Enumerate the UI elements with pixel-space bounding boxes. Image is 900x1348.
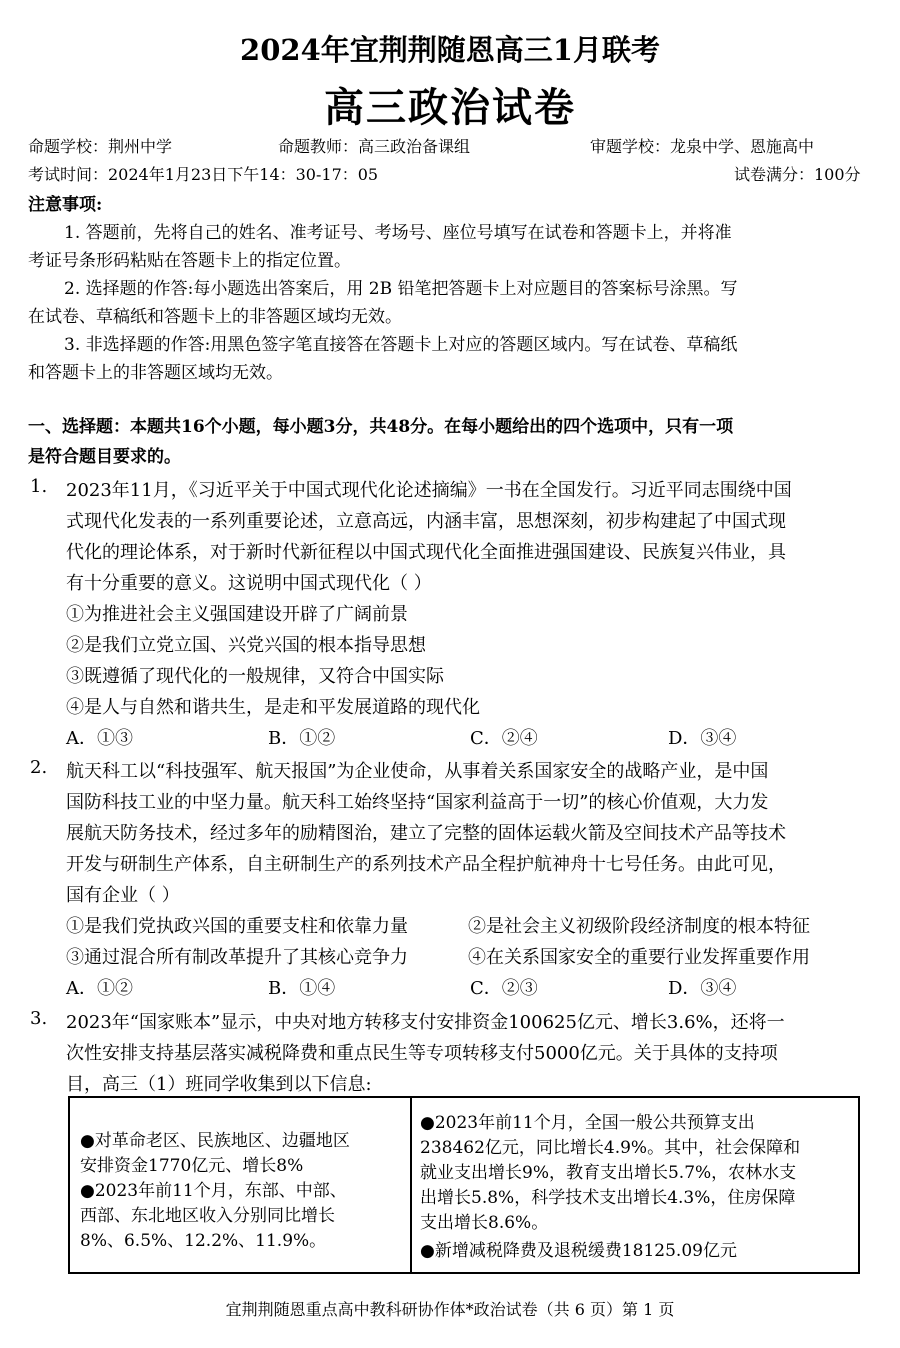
question-text: 2023年11月，《习近平关于中国式现代化论述摘编》一书在全国发行。习近平同志围绕中国 [66,480,792,501]
table-cell-left: ●对革命老区、民族地区、边疆地区 [80,1131,350,1151]
table-cell-right: ●2023年前11个月，全国一般公共预算支出 [420,1113,755,1133]
question-text: 开发与研制生产体系，自主研制生产的系列技术产品全程护航神舟十七号任务。由此可见， [66,854,786,875]
question-text: 次性安排支持基层落实减税降费和重点民生等专项转移支付5000亿元。关于具体的支持项 [66,1043,778,1064]
section-heading-cont: 是符合题目要求的。 [28,447,181,467]
paper-title: 高三政治试卷 [324,84,576,131]
table-cell-left: 安排资金1770亿元、增长8% [80,1156,304,1176]
question-text: 2023年“国家账本”显示，中央对地方转移支付安排资金100625亿元、增长3.6%，还将一 [66,1012,785,1033]
statement-item: ①为推进社会主义强国建设开辟了广阔前景 [66,604,408,625]
answer-option-d: D．③④ [668,728,737,749]
table-cell-right: 支出增长8.6%。 [420,1213,549,1233]
meta-review: 审题学校：龙泉中学、恩施高中 [590,137,815,156]
question-text: 目，高三（1）班同学收集到以下信息: [66,1074,372,1095]
statement-item: ③既遵循了现代化的一般规律，又符合中国实际 [66,666,444,687]
note-line: 1. 答题前，先将自己的姓名、准考证号、考场号、座位号填写在试卷和答题卡上，并将准 [64,223,732,243]
table-cell-right: 就业支出增长9%，教育支出增长5.7%，农林水支 [420,1163,797,1183]
statement-item: ②是我们立党立国、兴党兴国的根本指导思想 [66,635,426,656]
question-text: 代化的理论体系，对于新时代新征程以中国式现代化全面推进强国建设、民族复兴伟业，具 [66,542,786,563]
answer-option-c: C．②③ [470,978,538,999]
answer-option-a: A．①② [66,978,133,999]
note-line: 考证号条形码粘贴在答题卡上的指定位置。 [28,251,351,271]
info-table [68,1096,860,1274]
meta-time: 考试时间：2024年1月23日下午14：30-17：05 [28,165,379,184]
page-footer: 宜荆荆随恩重点高中教科研协作体*政治试卷（共 6 页）第 1 页 [225,1300,675,1319]
question-text: 式现代化发表的一系列重要论述，立意高远，内涵丰富，思想深刻，初步构建起了中国式现 [66,511,786,532]
answer-option-c: C．②④ [470,728,538,749]
answer-option-a: A．①③ [66,728,133,749]
table-cell-left: 8%、6.5%、12.2%、11.9%。 [80,1231,327,1251]
meta-teacher: 命题教师：高三政治备课组 [278,137,471,156]
exam-title: 2024年宜荆荆随恩高三1月联考 [240,33,660,67]
table-cell-right: 出增长5.8%，科学技术支出增长4.3%，住房保障 [420,1188,796,1208]
answer-option-b: B．①② [268,728,336,749]
notes-heading: 注意事项: [28,195,103,215]
note-line: 3. 非选择题的作答:用黑色签字笔直接答在答题卡上对应的答题区域内。写在试卷、草稿纸 [64,335,738,355]
answer-option-d: D．③④ [668,978,737,999]
question-text: 展航天防务技术，经过多年的励精图治，建立了完整的固体运载火箭及空间技术产品等技术 [66,823,786,844]
table-cell-left: ●2023年前11个月，东部、中部、 [80,1181,347,1201]
meta-score: 试卷满分：100分 [734,165,861,184]
statement-item: ④在关系国家安全的重要行业发挥重要作用 [468,947,810,968]
answer-option-b: B．①④ [268,978,336,999]
table-cell-right: ●新增减税降费及退税缓费18125.09亿元 [420,1241,737,1261]
question-number: 1. [30,476,48,497]
question-number: 2. [30,757,48,778]
table-divider [410,1098,412,1272]
note-line: 和答题卡上的非答题区域均无效。 [28,363,283,383]
statement-item: ③通过混合所有制改革提升了其核心竞争力 [66,947,408,968]
statement-item: ①是我们党执政兴国的重要支柱和依靠力量 [66,916,408,937]
question-text: 航天科工以“科技强军、航天报国”为企业使命，从事着关系国家安全的战略产业，是中国 [66,761,769,782]
meta-school: 命题学校：荆州中学 [28,137,173,156]
note-line: 2. 选择题的作答:每小题选出答案后，用 2B 铅笔把答题卡上对应题目的答案标号涂黑。写 [64,279,738,299]
question-text: 有十分重要的意义。这说明中国式现代化（ ） [66,573,432,594]
question-text: 国防科技工业的中坚力量。航天科工始终坚持“国家利益高于一切”的核心价值观，大力发 [66,792,769,813]
note-line: 在试卷、草稿纸和答题卡上的非答题区域均无效。 [28,307,402,327]
table-cell-right: 238462亿元，同比增长4.9%。其中，社会保障和 [420,1138,801,1158]
statement-item: ②是社会主义初级阶段经济制度的根本特征 [468,916,810,937]
statement-item: ④是人与自然和谐共生，是走和平发展道路的现代化 [66,697,480,718]
question-text: 国有企业（ ） [66,885,180,906]
table-cell-left: 西部、东北地区收入分别同比增长 [80,1206,335,1226]
section-heading: 一、选择题：本题共16个小题，每小题3分，共48分。在每小题给出的四个选项中，只有一项 [28,417,734,437]
question-number: 3. [30,1008,48,1029]
